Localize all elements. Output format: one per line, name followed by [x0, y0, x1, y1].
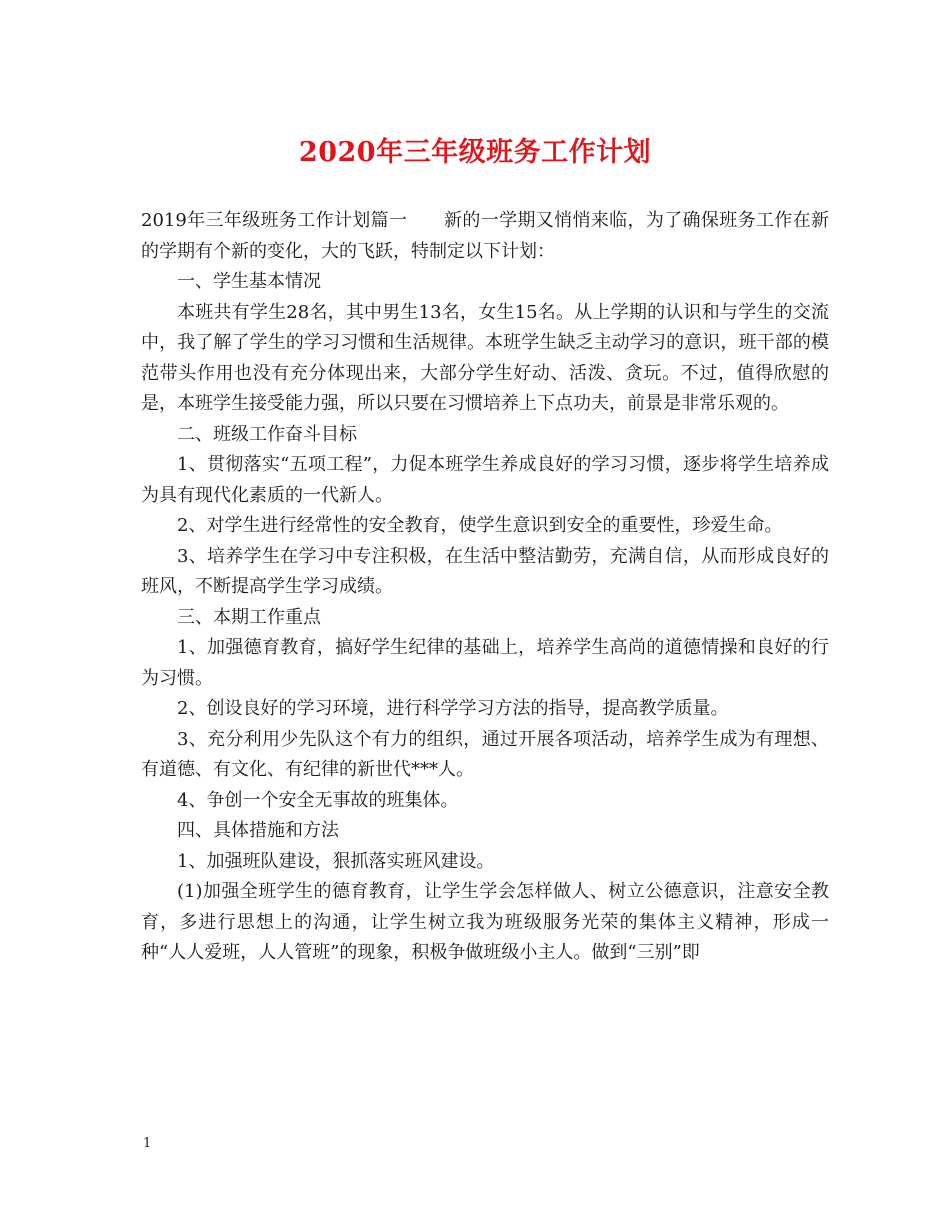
section-heading-1: 一、学生基本情况: [177, 271, 321, 292]
document-title: 2020年三年级班务工作计划: [298, 137, 652, 168]
paragraph-intro: 2019年三年级班务工作计划篇一 新的一学期又悄悄来临，为了确保班务工作在新的学期有个新的变化，大的飞跃，特制定以下计划：: [141, 210, 829, 262]
paragraph: 1、加强德育教育，搞好学生纪律的基础上，培养学生高尚的道德情操和良好的行为习惯。: [141, 637, 829, 689]
paragraph: 3、培养学生在学习中专注积极，在生活中整洁勤劳，充满自信，从而形成良好的班风，不断提高学生学习成绩。: [141, 545, 829, 597]
section-heading-4: 四、具体措施和方法: [177, 820, 339, 841]
paragraph: 本班共有学生28名，其中男生13名，女生15名。从上学期的认识和与学生的交流中，我了解了学生的学习习惯和生活规律。本班学生缺乏主动学习的意识，班干部的模范带头作用也没有充分体现出来，大部分学生好动、活泼、贪玩。不过，值得欣慰的是，本班学生接受能力强，所以只要在习惯培养上下点功夫，前景是非常乐观的。: [141, 301, 829, 414]
paragraph: 2、对学生进行经常性的安全教育，使学生意识到安全的重要性，珍爱生命。: [177, 515, 783, 536]
paragraph: 2、创设良好的学习环境，进行科学学习方法的指导，提高教学质量。: [177, 698, 729, 719]
section-heading-3: 三、本期工作重点: [177, 606, 321, 628]
paragraph: 1、加强班队建设，狠抓落实班风建设。: [177, 850, 495, 872]
paragraph: 3、充分利用少先队这个有力的组织，通过开展各项活动，培养学生成为有理想、有道德、有文化、有纪律的新世代***人。: [141, 728, 829, 780]
page-number: 1: [143, 1136, 152, 1151]
section-heading-2: 二、班级工作奋斗目标: [177, 423, 357, 445]
paragraph: 4、争创一个安全无事故的班集体。: [177, 789, 459, 811]
paragraph: 1、贯彻落实“五项工程”，力促本班学生养成良好的学习习惯，逐步将学生培养成为具有现代化素质的一代新人。: [141, 454, 829, 506]
paragraph: (1)加强全班学生的德育教育，让学生学会怎样做人、树立公德意识，注意安全教育，多进行思想上的沟通，让学生树立我为班级服务光荣的集体主义精神，形成一种“人人爱班，人人管班”的现象，积极争做班级小主人。做到“三别”即: [141, 881, 829, 963]
document-body: [141, 206, 829, 969]
